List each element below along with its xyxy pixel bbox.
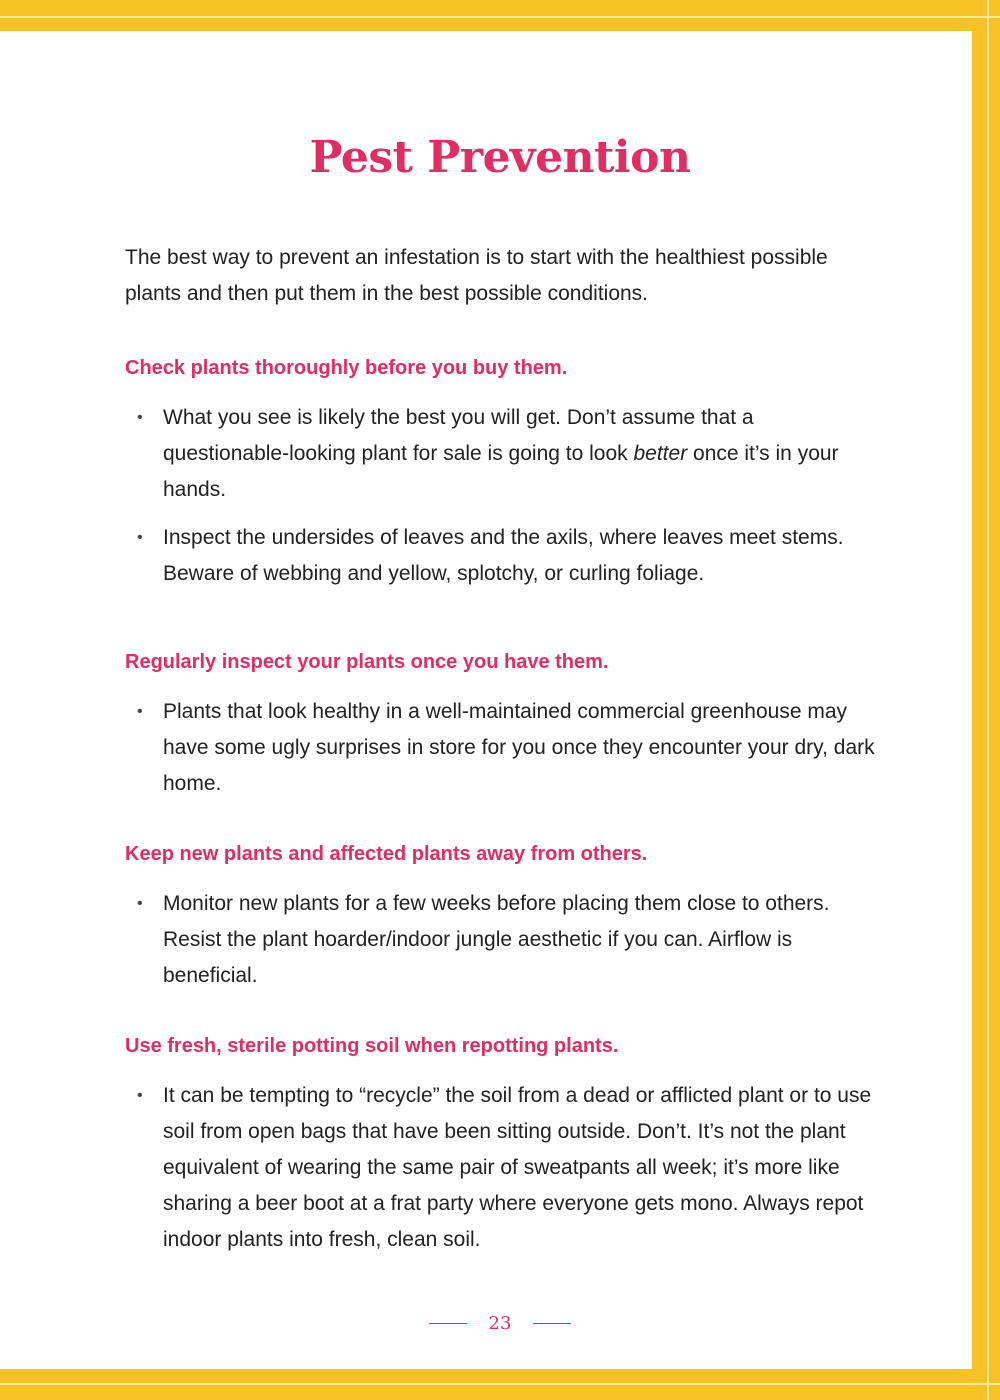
list-item [125, 1078, 885, 1258]
section-heading: Check plants thoroughly before you buy them. [125, 357, 568, 379]
page-content [125, 240, 885, 1258]
bullet-icon: • [137, 1087, 143, 1104]
bullet-list [125, 400, 885, 592]
border-line-top [0, 16, 1000, 18]
intro-paragraph: The best way to prevent an infestation is to start with the healthiest possible plants and then put them in the best possible conditions. [125, 246, 828, 305]
bullet-icon: • [137, 409, 143, 426]
bullet-emphasis: better [633, 442, 688, 465]
bullet-icon: • [137, 895, 143, 912]
page-footer [0, 1313, 1000, 1334]
bullet-icon: • [137, 703, 143, 720]
bullet-list [125, 886, 885, 994]
bullet-list [125, 694, 885, 802]
bullet-icon: • [137, 529, 143, 546]
section-heading: Use fresh, sterile potting soil when repotting plants. [125, 1035, 619, 1057]
bullet-text: Inspect the undersides of leaves and the axils, where leaves meet stems. Beware of webbing and yellow, splotchy, or curling foliage. [163, 526, 844, 585]
list-item [125, 694, 885, 802]
bullet-text: Plants that look healthy in a well-maintained commercial greenhouse may have some ugly surprises in store for you once they encounter your dry, dark home. [163, 700, 875, 795]
list-item [125, 886, 885, 994]
bullet-text: once it’s in your hands. [163, 442, 839, 501]
bullet-text: It can be tempting to “recycle” the soil from a dead or afflicted plant or to use soil from open bags that have been sitting outside. Don’t. It’s not the plant equivalent of wearing the same pair of sweatpants all week; it’s more like sharing a beer boot at a frat party where everyone gets mono. Always repot indoor plants into fresh, clean soil. [163, 1084, 872, 1251]
bullet-text: What you see is likely the best you will get. Don’t assume that a questionable-looking plant for sale is going to look [163, 406, 754, 465]
page-title: Pest Prevention [309, 132, 691, 183]
bullet-list [125, 1078, 885, 1258]
section-heading: Keep new plants and affected plants away from others. [125, 843, 648, 865]
bullet-text: Monitor new plants for a few weeks before placing them close to others. Resist the plant hoarder/indoor jungle aesthetic if you can. Airflow is beneficial. [163, 892, 830, 987]
footer-rule-left [429, 1323, 467, 1324]
page-number: 23 [488, 1313, 512, 1334]
border-line-right [987, 0, 989, 1400]
footer-rule-right [533, 1323, 571, 1324]
section-heading: Regularly inspect your plants once you have them. [125, 651, 609, 673]
list-item [125, 400, 885, 508]
border-line-bottom [0, 1383, 1000, 1385]
list-item [125, 520, 885, 592]
